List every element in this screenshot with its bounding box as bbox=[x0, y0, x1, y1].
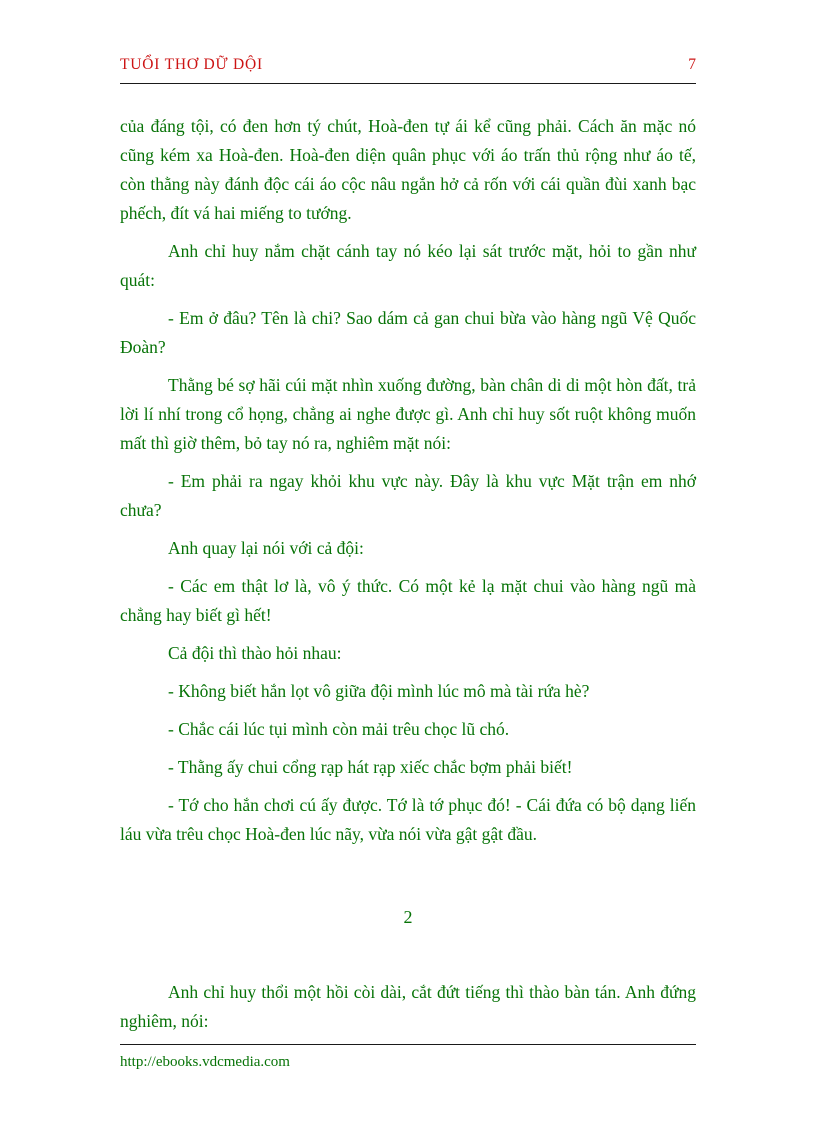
paragraph: Thằng bé sợ hãi cúi mặt nhìn xuống đường, bàn chân di di một hòn đất, trả lời lí nhí trong cổ họng, chẳng ai nghe được gì. Anh chỉ huy sốt ruột không muốn mất thì giờ thêm, bỏ tay nó ra, nghiêm mặt nói: bbox=[120, 375, 696, 453]
paragraph-dialogue: - Em phải ra ngay khỏi khu vực này. Đây là khu vực Mặt trận em nhớ chưa? bbox=[120, 471, 696, 520]
page-header bbox=[120, 56, 696, 84]
footer-url-link[interactable]: http://ebooks.vdcmedia.com bbox=[120, 1054, 290, 1070]
paragraph: Anh chỉ huy thổi một hồi còi dài, cắt đứt tiếng thì thào bàn tán. Anh đứng nghiêm, nói: bbox=[120, 982, 696, 1031]
paragraph: Anh chỉ huy nắm chặt cánh tay nó kéo lại sát trước mặt, hỏi to gần như quát: bbox=[120, 241, 696, 290]
section-number: 2 bbox=[403, 907, 413, 927]
page-footer bbox=[120, 1044, 696, 1071]
paragraph-dialogue: - Không biết hắn lọt vô giữa đội mình lúc mô mà tài rứa hè? bbox=[168, 681, 590, 701]
paragraph: Anh quay lại nói với cả đội: bbox=[168, 538, 364, 558]
paragraph-dialogue: - Chắc cái lúc tụi mình còn mải trêu chọc lũ chó. bbox=[168, 719, 510, 739]
paragraph-dialogue: - Tớ cho hắn chơi cú ấy được. Tớ là tớ phục đó! - Cái đứa có bộ dạng liến láu vừa trêu chọc Hoà-đen lúc nãy, vừa nói vừa gật gật đầu. bbox=[120, 795, 696, 844]
page-number: 7 bbox=[688, 56, 696, 73]
running-header-title: TUỔI THƠ DỮ DỘI bbox=[120, 56, 263, 73]
page-body bbox=[120, 112, 696, 1036]
paragraph-dialogue: - Các em thật lơ là, vô ý thức. Có một kẻ lạ mặt chui vào hàng ngũ mà chẳng hay biết gì hết! bbox=[120, 576, 696, 625]
paragraph-dialogue: - Em ở đâu? Tên là chi? Sao dám cả gan chui bừa vào hàng ngũ Vệ Quốc Đoàn? bbox=[120, 308, 696, 357]
paragraph: của đáng tội, có đen hơn tý chút, Hoà-đen tự ái kể cũng phải. Cách ăn mặc nó cũng kém xa Hoà-đen. Hoà-đen diện quân phục với áo trấn thủ rộng như áo tế, còn thằng này đánh độc cái áo cộc nâu ngắn hở cả rốn với cái quần đùi xanh bạc phếch, đít vá hai miếng to tướng. bbox=[120, 116, 696, 223]
paragraph: Cả đội thì thào hỏi nhau: bbox=[168, 643, 342, 663]
paragraph-dialogue: - Thằng ấy chui cổng rạp hát rạp xiếc chắc bợm phải biết! bbox=[168, 757, 573, 777]
